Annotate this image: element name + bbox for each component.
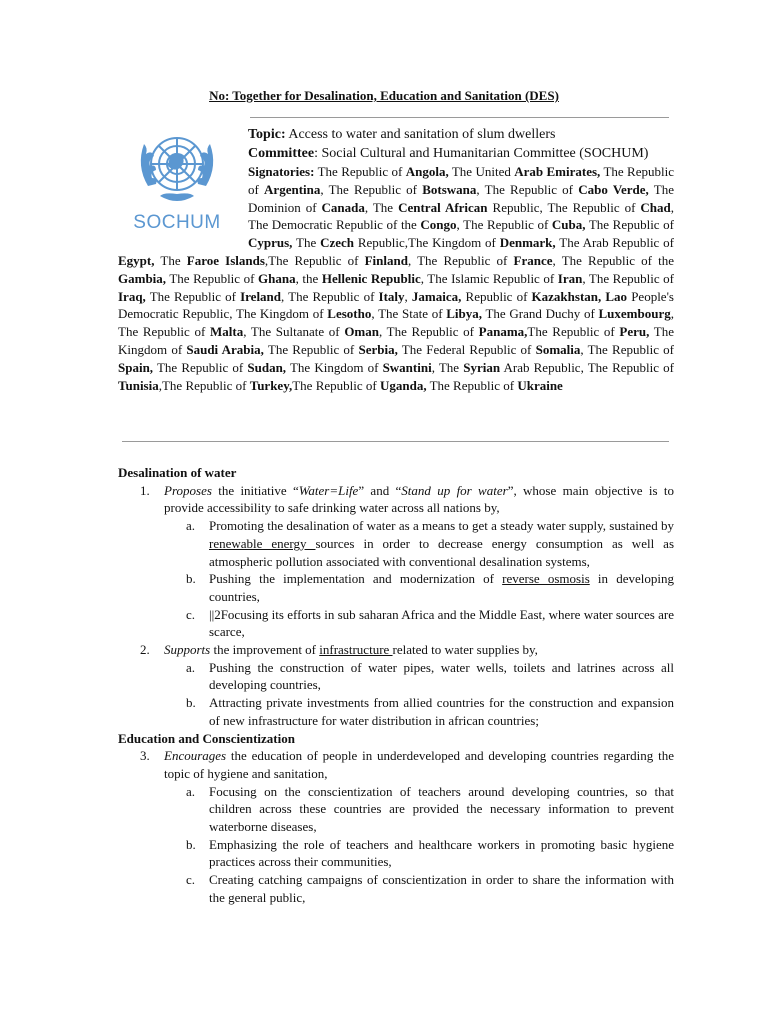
country-name: Ghana [258, 270, 296, 286]
country-name: Uganda, [379, 377, 427, 393]
signatory-text: , The Republic of [582, 270, 674, 286]
clause-text: Pushing the construction of water pipes, water wells, toilets and latrines across all developing countries, [209, 659, 674, 693]
signatory-text: , The Republic of [378, 324, 479, 340]
emphasis-text: Proposes [164, 482, 212, 498]
emphasis-text: Supports [164, 642, 211, 658]
clause-text: ”, whose main objective is to provide accessibility to safe drinking water across all nations by, [164, 482, 674, 516]
signatory-text: , The [364, 199, 399, 215]
sub-clause [118, 517, 674, 570]
signatory-text: Republic, The Republic of [487, 199, 641, 215]
clause-text: sources in order to decrease energy consumption as well as atmospheric pollution associated with conventional desalination systems, [209, 535, 674, 569]
clause-text: Pushing the implementation and modernization of [209, 571, 503, 587]
divider-bottom [122, 441, 669, 442]
country-name: Cuba, [551, 217, 586, 233]
signatory-text: , The Republic of [476, 181, 579, 197]
signatory-text: , The Republic of the [552, 252, 674, 268]
clause-text: ||2Focusing its efforts in sub saharan Africa and the Middle East, where water sources are scarce, [209, 606, 674, 640]
signatory-text: , The Republic of [456, 217, 552, 233]
sub-clause [118, 783, 674, 836]
signatory-text: The Republic of [153, 359, 248, 375]
country-name: Czech [320, 235, 355, 251]
country-name: Spain, [118, 359, 154, 375]
signatory-text: , The Republic of [281, 288, 379, 304]
signatory-text: Republic of [461, 288, 532, 304]
signatory-text: The Kingdom of [118, 324, 675, 357]
signatory-text: The Dominion of [248, 181, 674, 215]
underlined-text: renewable energy [209, 535, 316, 551]
country-name: Arab Emirates, [514, 164, 601, 179]
country-name: Angola, [405, 164, 449, 179]
signatory-text: , The Republic of [320, 181, 423, 197]
clause-text: the initiative “ [211, 482, 299, 498]
country-name: Iraq, [118, 288, 146, 304]
logo-text: SOCHUM [133, 212, 221, 233]
country-name: Finland [364, 252, 408, 268]
emphasis-text: Encourages [164, 748, 227, 764]
section-heading: Desalination of water [118, 465, 237, 480]
clause-text: Creating catching campaigns of conscientization in order to share the information with the general public, [209, 872, 674, 905]
country-name: Sudan, [247, 359, 287, 375]
clause-text: Focusing on the conscientization of teachers around developing countries, so that children across these countries are provided the necessary information to prevent waterborne diseases, [209, 783, 674, 835]
signatory-text: The [292, 235, 321, 251]
country-name: Cabo Verde, [578, 181, 649, 197]
country-name: France [513, 252, 553, 268]
signatory-text: The Republic of [263, 341, 359, 357]
country-name: Central African [398, 199, 488, 215]
resolution-body [118, 464, 674, 907]
signatory-text: ,The Republic of [158, 377, 250, 393]
committee-value: : Social Cultural and Humanitarian Committee (SOCHUM) [314, 146, 649, 161]
signatory-text: People's Democratic Republic, The Kingdom of [118, 288, 674, 322]
country-name: Cyprus, [248, 235, 293, 251]
document-title: No: Together for Desalination, Education and Sanitation (DES) [209, 88, 559, 103]
signatory-text: The Republic of [527, 324, 620, 340]
sub-clause-letter: c. [186, 606, 196, 622]
divider-top [250, 117, 669, 118]
clause-text: in developing countries, [209, 571, 674, 604]
country-name: Panama, [478, 324, 528, 340]
signatory-text: , The Islamic Republic of [420, 270, 558, 286]
signatory-text: The [154, 252, 187, 268]
sub-clause-letter: a. [186, 659, 196, 675]
country-name: Swantini [382, 359, 432, 375]
clause-number: 2. [140, 642, 150, 658]
sub-clause-letter: c. [186, 872, 196, 888]
signatories-label: Signatories: [248, 164, 315, 179]
sub-clause [118, 606, 674, 641]
country-name: Malta [209, 324, 244, 340]
sub-clause [118, 836, 674, 871]
signatory-text: The Republic of [166, 270, 259, 286]
country-name: Saudi Arabia, [186, 341, 264, 357]
sub-clause [118, 871, 674, 906]
signatory-text: , The State of [371, 306, 447, 322]
signatory-text: The Republic of [314, 164, 406, 179]
operative-clause [118, 482, 674, 517]
signatory-text: The Republic of [145, 288, 241, 304]
signatory-text: The United [448, 164, 515, 179]
underlined-text: reverse osmosis [502, 571, 590, 587]
emphasis-text: Stand up for water [401, 482, 508, 498]
country-name: Egypt, [118, 252, 155, 268]
signatory-text: , The Republic of [118, 306, 674, 340]
underlined-text: infrastructure [319, 642, 393, 658]
signatory-text: , The [431, 359, 464, 375]
signatory-text: , The Republic of [580, 341, 674, 357]
country-name: Somalia [535, 341, 581, 357]
signatory-text: ,The Republic of [264, 252, 365, 268]
committee-label: Committee [248, 146, 315, 161]
country-name: Libya, [446, 306, 483, 322]
country-name: Syrian [463, 359, 501, 375]
country-name: Ukraine [517, 377, 563, 393]
country-name: Turkey, [249, 377, 293, 393]
country-name: Lesotho [327, 306, 372, 322]
sub-clause-letter: a. [186, 783, 196, 799]
country-name: Hellenic Republic [321, 270, 421, 286]
resolution-header [118, 125, 674, 394]
country-name: Peru, [619, 324, 650, 340]
signatory-text: The Republic of [585, 217, 674, 233]
section-heading: Education and Conscientization [118, 730, 295, 746]
clause-text: Attracting private investments from allied countries for the construction and expansion of new infrastructure for water distribution in african countries; [209, 695, 674, 728]
sub-clause-letter: b. [186, 836, 196, 852]
country-name: Faroe Islands [186, 252, 265, 268]
clause-text: Emphasizing the role of teachers and healthcare workers in promoting basic hygiene practices across their communities, [209, 836, 674, 870]
operative-clause [118, 747, 674, 782]
clause-number: 3. [140, 748, 150, 764]
signatory-text: The Grand Duchy of [482, 306, 599, 322]
country-name: Serbia, [358, 341, 398, 357]
topic-value: Access to water and sanitation of slum dwellers [288, 127, 556, 142]
operative-clause [118, 641, 674, 659]
country-name: Kazakhstan, Lao [531, 288, 628, 304]
sub-clause-letter: b. [186, 571, 196, 587]
signatory-text: The Arab Republic of [555, 235, 674, 251]
signatory-text: The Kingdom of [286, 359, 383, 375]
country-name: Chad [640, 199, 671, 215]
signatory-text: The Republic of [426, 377, 518, 393]
signatory-text: , [404, 288, 412, 304]
country-name: Congo [420, 217, 457, 233]
clause-text: ” and “ [358, 482, 402, 498]
signatory-text: Arab Republic, The Republic of [500, 359, 674, 375]
country-name: Canada [321, 199, 365, 215]
topic-label: Topic: [248, 127, 286, 142]
sub-clause [118, 570, 674, 605]
signatory-text: , The Democratic Republic of the [248, 199, 674, 233]
country-name: Italy [378, 288, 405, 304]
signatory-text: , The Sultanate of [243, 324, 345, 340]
country-name: Ireland [240, 288, 282, 304]
emphasis-text: Water=Life [298, 482, 359, 498]
clause-text: related to water supplies by, [392, 642, 538, 658]
sub-clause [118, 694, 674, 729]
signatory-text: The Republic of [248, 164, 674, 197]
country-name: Argentina [264, 181, 321, 197]
sub-clause-letter: a. [186, 518, 196, 534]
country-name: Denmark, [499, 235, 556, 251]
country-name: Gambia, [118, 270, 167, 286]
sub-clause [118, 659, 674, 694]
country-name: Iran [557, 270, 583, 286]
signatory-text: The Republic of [292, 377, 380, 393]
clause-text: the education of people in underdeveloped and developing countries regarding the topic of hygiene and sanitation, [164, 748, 674, 781]
country-name: Luxembourg [598, 306, 671, 322]
country-name: Tunisia [118, 377, 159, 393]
clause-text: Promoting the desalination of water as a means to get a steady water supply, sustained by [209, 518, 674, 534]
country-name: Oman [344, 324, 379, 340]
sub-clause-letter: b. [186, 695, 196, 711]
clause-text: the improvement of [210, 642, 320, 658]
country-name: Botswana [422, 181, 477, 197]
signatory-text: , the [295, 270, 322, 286]
signatory-text: , The Republic of [407, 252, 514, 268]
clause-number: 1. [140, 482, 150, 498]
signatory-text: The Federal Republic of [397, 341, 536, 357]
country-name: Jamaica, [411, 288, 462, 304]
signatory-text: Republic,The Kingdom of [354, 235, 500, 251]
